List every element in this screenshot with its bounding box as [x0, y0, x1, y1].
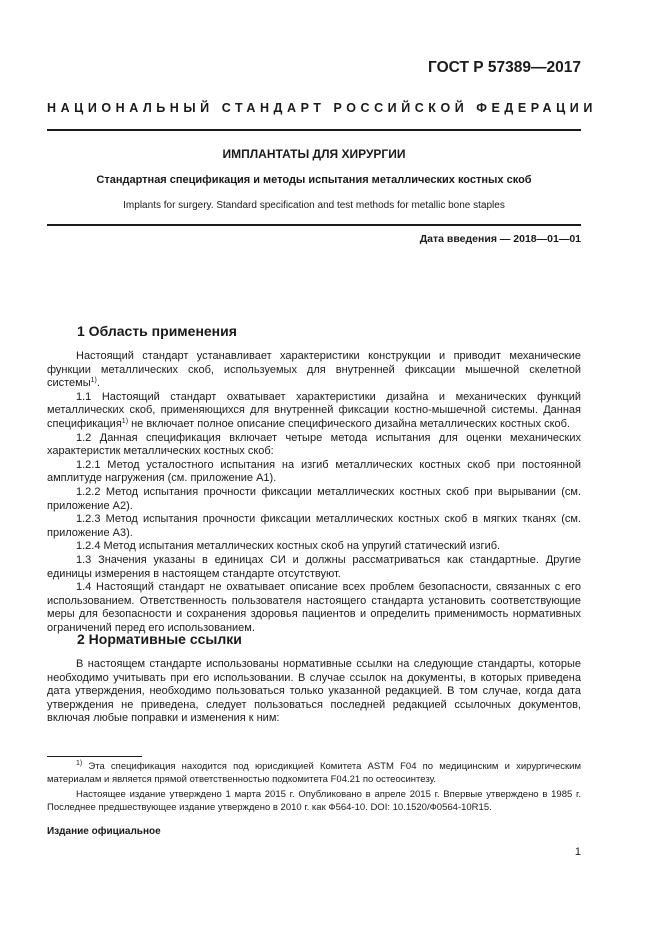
footnote-ref: 1) — [121, 417, 129, 425]
paragraph: 1.3 Значения указаны в единицах СИ и должны рассматриваться как стандартные. Другие единицы измерения в настоящем стандарте отсутствуют. — [47, 553, 581, 580]
footnote-divider — [47, 756, 142, 757]
document-title: ИМПЛАНТАТЫ ДЛЯ ХИРУРГИИ — [222, 147, 406, 161]
publication-note: Настоящее издание утверждено 1 марта 2015 г. Опубликовано в апреле 2015 г. Впервые утверждено в 1985 г. Последнее предшествующее издание утверждено в 2010 г. как Ф564-10. DOI: 10.1520/Ф0564-10R15. — [47, 789, 581, 813]
paragraph: 1.2.1 Метод усталостного испытания на изгиб металлических костных скоб при постоянной амплитуде нагружения (см. приложение А1). — [47, 458, 581, 485]
paragraph: 1.1 Настоящий стандарт охватывает характеристики дизайна и механических функций металлических скоб, применяющихся для внутренней фиксации костно-мышечной системы. Данная спецификация$^{1)}$ не включает полное описание специфического дизайна металлических костных скоб. — [47, 390, 581, 430]
standard-number: ГОСТ Р 57389—2017 — [428, 59, 581, 76]
paragraph: 1.2.3 Метод испытания прочности фиксации металлических костных скоб в мягких тканях (см. приложение А3). — [47, 513, 581, 539]
national-standard-title: НАЦИОНАЛЬНЫЙ СТАНДАРТ РОССИЙСКОЙ ФЕДЕРАЦИИ — [47, 101, 597, 115]
section-1-heading: 1 Область применения — [77, 323, 237, 339]
paragraph: 1.2.4 Метод испытания металлических костных скоб на упругий статический изгиб. — [76, 540, 501, 553]
official-edition-label: Издание официальное — [47, 826, 161, 837]
introduction-date: Дата введения — 2018—01—01 — [419, 233, 581, 245]
page-number: 1 — [574, 846, 581, 858]
paragraph: 1.2.2 Метод испытания прочности фиксации металлических костных скоб при вырывании (см. приложение А2). — [47, 485, 581, 512]
paragraph: 1.4 Настоящий стандарт не охватывает описание всех проблем безопасности, связанных с его использованием. Ответственность пользователя настоящего стандарта установить соответствующие меры для безопасности и сохранения здоровья пациентов и определить применимость нормативных ограничений перед его использованием. — [47, 581, 581, 634]
title-divider — [47, 224, 581, 226]
english-title: Implants for surgery. Standard specification and test methods for metallic bone staples — [123, 200, 505, 211]
section-1-body — [47, 350, 581, 635]
footnote-marker: 1) — [76, 760, 83, 767]
footnote: $^{1)}$ Эта спецификация находится под юрисдикцией Комитета ASTM F04 по медицинским и хирургическим материалам и является прямой ответственностью подкомитета F04.21 по остеосинтезу. — [47, 760, 581, 785]
section-2-body — [47, 658, 581, 726]
paragraph: В настоящем стандарте использованы нормативные ссылки на следующие стандарты, которые необходимо учитывать при его использовании. В случае ссылок на документы, в которых приведена дата утверждения, необходимо пользоваться только указанной редакцией. В том случае, когда дата утверждения не приведена, следует пользоваться последней редакцией ссылочных документов, включая любые поправки и изменения к ним: — [47, 658, 581, 725]
paragraph: Настоящий стандарт устанавливает характеристики конструкции и приводит механические функции металлических скоб, используемых для внутренней фиксации мышечной скелетной системы$^{1)}$. — [47, 350, 581, 390]
footnotes — [47, 761, 581, 814]
section-2-heading: 2 Нормативные ссылки — [77, 631, 242, 647]
footnote-ref: 1) — [90, 377, 97, 385]
document-subtitle: Стандартная спецификация и методы испытания металлических костных скоб — [96, 174, 532, 186]
paragraph: 1.2 Данная спецификация включает четыре метода испытания для оценки механических характеристик металлических костных скоб: — [47, 431, 581, 458]
header-divider — [47, 129, 581, 131]
